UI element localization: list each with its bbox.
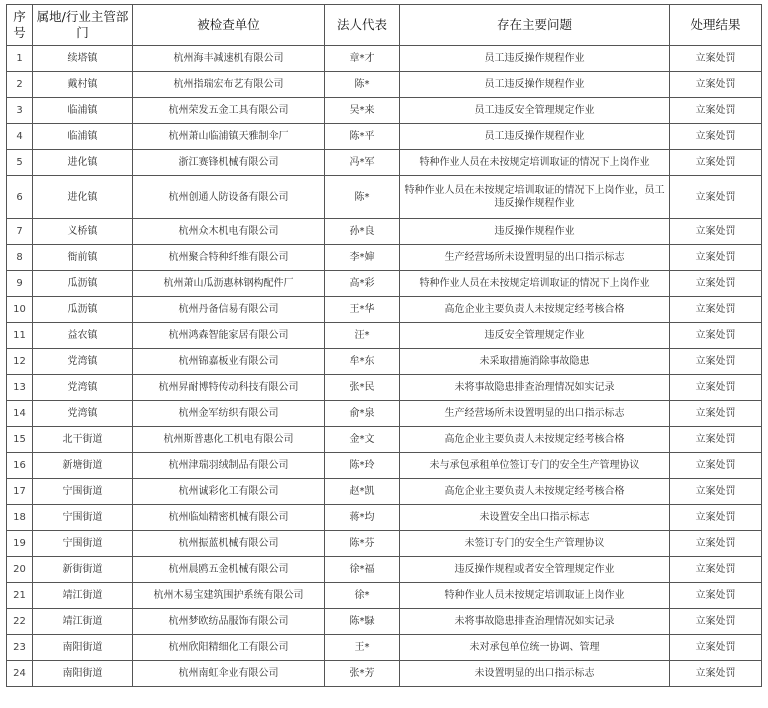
cell-legal-rep: 李*婶 [325, 245, 400, 271]
cell-issue: 未签订专门的安全生产管理协议 [400, 531, 670, 557]
cell-legal-rep: 张*芳 [325, 661, 400, 687]
cell-index: 23 [7, 635, 33, 661]
cell-company: 浙江赛锋机械有限公司 [133, 150, 325, 176]
cell-index: 13 [7, 375, 33, 401]
cell-index: 24 [7, 661, 33, 687]
cell-result: 立案处罚 [670, 609, 762, 635]
inspection-results-table [6, 4, 762, 687]
cell-result: 立案处罚 [670, 349, 762, 375]
table-row [7, 245, 762, 271]
cell-company: 杭州聚合特种纤维有限公司 [133, 245, 325, 271]
cell-result: 立案处罚 [670, 375, 762, 401]
cell-result: 立案处罚 [670, 479, 762, 505]
cell-department: 党湾镇 [33, 349, 133, 375]
cell-issue: 生产经营场所未设置明显的出口指示标志 [400, 245, 670, 271]
cell-issue: 高危企业主要负责人未按规定经考核合格 [400, 479, 670, 505]
cell-issue: 违反操作规程或者安全管理规定作业 [400, 557, 670, 583]
table-row [7, 479, 762, 505]
cell-result: 立案处罚 [670, 150, 762, 176]
cell-index: 3 [7, 98, 33, 124]
cell-company: 杭州诚彩化工有限公司 [133, 479, 325, 505]
cell-department: 戴村镇 [33, 72, 133, 98]
cell-result: 立案处罚 [670, 635, 762, 661]
cell-legal-rep: 赵*凯 [325, 479, 400, 505]
cell-legal-rep: 徐* [325, 583, 400, 609]
cell-index: 14 [7, 401, 33, 427]
cell-issue: 特种作业人员在未按规定培训取证的情况下上岗作业 [400, 271, 670, 297]
cell-index: 2 [7, 72, 33, 98]
cell-result: 立案处罚 [670, 124, 762, 150]
cell-issue: 生产经营场所未设置明显的出口指示标志 [400, 401, 670, 427]
cell-department: 北干街道 [33, 427, 133, 453]
cell-department: 益农镇 [33, 323, 133, 349]
cell-issue: 员工违反操作规程作业 [400, 46, 670, 72]
cell-legal-rep: 俞*泉 [325, 401, 400, 427]
cell-issue: 员工违反安全管理规定作业 [400, 98, 670, 124]
cell-department: 进化镇 [33, 176, 133, 219]
cell-result: 立案处罚 [670, 323, 762, 349]
table-row [7, 176, 762, 219]
cell-department: 党湾镇 [33, 401, 133, 427]
cell-issue: 未采取措施消除事故隐患 [400, 349, 670, 375]
cell-department: 瓜沥镇 [33, 271, 133, 297]
cell-department: 宁围街道 [33, 505, 133, 531]
table-row [7, 98, 762, 124]
cell-legal-rep: 王* [325, 635, 400, 661]
cell-index: 9 [7, 271, 33, 297]
cell-index: 20 [7, 557, 33, 583]
cell-company: 杭州荣发五金工具有限公司 [133, 98, 325, 124]
cell-department: 新街街道 [33, 557, 133, 583]
cell-company: 杭州金军纺织有限公司 [133, 401, 325, 427]
cell-legal-rep: 吴*来 [325, 98, 400, 124]
cell-company: 杭州临灿精密机械有限公司 [133, 505, 325, 531]
header-index: 序号 [7, 5, 33, 46]
cell-company: 杭州津瑞羽绒制品有限公司 [133, 453, 325, 479]
header-result: 处理结果 [670, 5, 762, 46]
cell-legal-rep: 汪* [325, 323, 400, 349]
cell-issue: 特种作业人员未按规定培训取证上岗作业 [400, 583, 670, 609]
cell-department: 临浦镇 [33, 124, 133, 150]
cell-department: 续塔镇 [33, 46, 133, 72]
cell-issue: 未对承包单位统一协调、管理 [400, 635, 670, 661]
cell-legal-rep: 张*民 [325, 375, 400, 401]
cell-result: 立案处罚 [670, 427, 762, 453]
table-row [7, 635, 762, 661]
cell-department: 宁围街道 [33, 479, 133, 505]
cell-result: 立案处罚 [670, 271, 762, 297]
cell-issue: 未将事故隐患排查治理情况如实记录 [400, 609, 670, 635]
table-row [7, 557, 762, 583]
cell-issue: 未与承包承租单位签订专门的安全生产管理协议 [400, 453, 670, 479]
cell-index: 22 [7, 609, 33, 635]
cell-result: 立案处罚 [670, 505, 762, 531]
cell-index: 21 [7, 583, 33, 609]
cell-issue: 特种作业人员在未按规定培训取证的情况下上岗作业 [400, 150, 670, 176]
cell-issue: 特种作业人员在未按规定培训取证的情况下上岗作业，员工违反操作规程作业 [400, 176, 670, 219]
cell-index: 5 [7, 150, 33, 176]
cell-legal-rep: 陈*平 [325, 124, 400, 150]
cell-issue: 违反安全管理规定作业 [400, 323, 670, 349]
table-row [7, 72, 762, 98]
cell-company: 杭州萧山瓜沥惠林钢构配件厂 [133, 271, 325, 297]
table-row [7, 323, 762, 349]
cell-index: 17 [7, 479, 33, 505]
cell-result: 立案处罚 [670, 453, 762, 479]
cell-company: 杭州振蓝机械有限公司 [133, 531, 325, 557]
cell-issue: 未设置明显的出口指示标志 [400, 661, 670, 687]
table-row [7, 124, 762, 150]
table-row [7, 661, 762, 687]
cell-department: 党湾镇 [33, 375, 133, 401]
table-row [7, 427, 762, 453]
cell-issue: 未将事故隐患排查治理情况如实记录 [400, 375, 670, 401]
header-legal-rep: 法人代表 [325, 5, 400, 46]
cell-issue: 未设置安全出口指示标志 [400, 505, 670, 531]
cell-index: 18 [7, 505, 33, 531]
cell-department: 瓜沥镇 [33, 297, 133, 323]
table-row [7, 531, 762, 557]
table-row [7, 271, 762, 297]
cell-company: 杭州晨鸥五金机械有限公司 [133, 557, 325, 583]
cell-legal-rep: 陈* [325, 72, 400, 98]
cell-result: 立案处罚 [670, 401, 762, 427]
cell-legal-rep: 冯*军 [325, 150, 400, 176]
cell-legal-rep: 陈*芬 [325, 531, 400, 557]
cell-legal-rep: 牟*东 [325, 349, 400, 375]
cell-department: 进化镇 [33, 150, 133, 176]
cell-result: 立案处罚 [670, 72, 762, 98]
table-row [7, 609, 762, 635]
table-row [7, 219, 762, 245]
cell-legal-rep: 陈*玲 [325, 453, 400, 479]
cell-index: 1 [7, 46, 33, 72]
cell-company: 杭州萧山临浦镇天雅制伞厂 [133, 124, 325, 150]
header-company: 被检查单位 [133, 5, 325, 46]
cell-department: 宁围街道 [33, 531, 133, 557]
table-body [7, 46, 762, 687]
cell-issue: 违反操作规程作业 [400, 219, 670, 245]
cell-company: 杭州创通人防设备有限公司 [133, 176, 325, 219]
cell-company: 杭州南虹伞业有限公司 [133, 661, 325, 687]
table-row [7, 375, 762, 401]
table-row [7, 297, 762, 323]
cell-legal-rep: 章*才 [325, 46, 400, 72]
cell-result: 立案处罚 [670, 46, 762, 72]
table-row [7, 453, 762, 479]
cell-result: 立案处罚 [670, 297, 762, 323]
cell-company: 杭州锦嘉板业有限公司 [133, 349, 325, 375]
cell-issue: 高危企业主要负责人未按规定经考核合格 [400, 297, 670, 323]
cell-company: 杭州丹备信易有限公司 [133, 297, 325, 323]
cell-index: 7 [7, 219, 33, 245]
cell-index: 6 [7, 176, 33, 219]
table-row [7, 583, 762, 609]
cell-company: 杭州鸿森智能家居有限公司 [133, 323, 325, 349]
cell-result: 立案处罚 [670, 557, 762, 583]
cell-result: 立案处罚 [670, 661, 762, 687]
cell-legal-rep: 高*彩 [325, 271, 400, 297]
cell-issue: 员工违反操作规程作业 [400, 72, 670, 98]
cell-index: 19 [7, 531, 33, 557]
cell-index: 15 [7, 427, 33, 453]
cell-department: 靖江街道 [33, 609, 133, 635]
cell-issue: 高危企业主要负责人未按规定经考核合格 [400, 427, 670, 453]
cell-result: 立案处罚 [670, 98, 762, 124]
cell-department: 南阳街道 [33, 635, 133, 661]
cell-legal-rep: 徐*福 [325, 557, 400, 583]
cell-index: 10 [7, 297, 33, 323]
cell-result: 立案处罚 [670, 219, 762, 245]
header-issues: 存在主要问题 [400, 5, 670, 46]
cell-index: 11 [7, 323, 33, 349]
cell-department: 衙前镇 [33, 245, 133, 271]
table-row [7, 150, 762, 176]
table-header-row [7, 5, 762, 46]
table-row [7, 349, 762, 375]
cell-legal-rep: 陈* [325, 176, 400, 219]
cell-department: 义桥镇 [33, 219, 133, 245]
cell-index: 4 [7, 124, 33, 150]
cell-company: 杭州梦欧纺品服饰有限公司 [133, 609, 325, 635]
cell-department: 靖江街道 [33, 583, 133, 609]
cell-result: 立案处罚 [670, 176, 762, 219]
cell-result: 立案处罚 [670, 245, 762, 271]
cell-company: 杭州海丰减速机有限公司 [133, 46, 325, 72]
cell-issue: 员工违反操作规程作业 [400, 124, 670, 150]
cell-index: 8 [7, 245, 33, 271]
table-row [7, 46, 762, 72]
cell-company: 杭州众木机电有限公司 [133, 219, 325, 245]
cell-company: 杭州木易宝建筑围护系统有限公司 [133, 583, 325, 609]
cell-department: 南阳街道 [33, 661, 133, 687]
header-department: 属地/行业主管部门 [33, 5, 133, 46]
cell-legal-rep: 孙*良 [325, 219, 400, 245]
cell-index: 12 [7, 349, 33, 375]
cell-legal-rep: 陈*騄 [325, 609, 400, 635]
cell-legal-rep: 金*文 [325, 427, 400, 453]
cell-legal-rep: 蒋*均 [325, 505, 400, 531]
inspection-table-container [6, 4, 761, 687]
cell-department: 新塘街道 [33, 453, 133, 479]
cell-company: 杭州斯普惠化工机电有限公司 [133, 427, 325, 453]
cell-department: 临浦镇 [33, 98, 133, 124]
cell-company: 杭州指瑞宏布艺有限公司 [133, 72, 325, 98]
cell-index: 16 [7, 453, 33, 479]
cell-result: 立案处罚 [670, 583, 762, 609]
cell-company: 杭州昇耐博特传动科技有限公司 [133, 375, 325, 401]
table-row [7, 505, 762, 531]
cell-company: 杭州欣阳精细化工有限公司 [133, 635, 325, 661]
table-row [7, 401, 762, 427]
cell-legal-rep: 王*华 [325, 297, 400, 323]
cell-result: 立案处罚 [670, 531, 762, 557]
